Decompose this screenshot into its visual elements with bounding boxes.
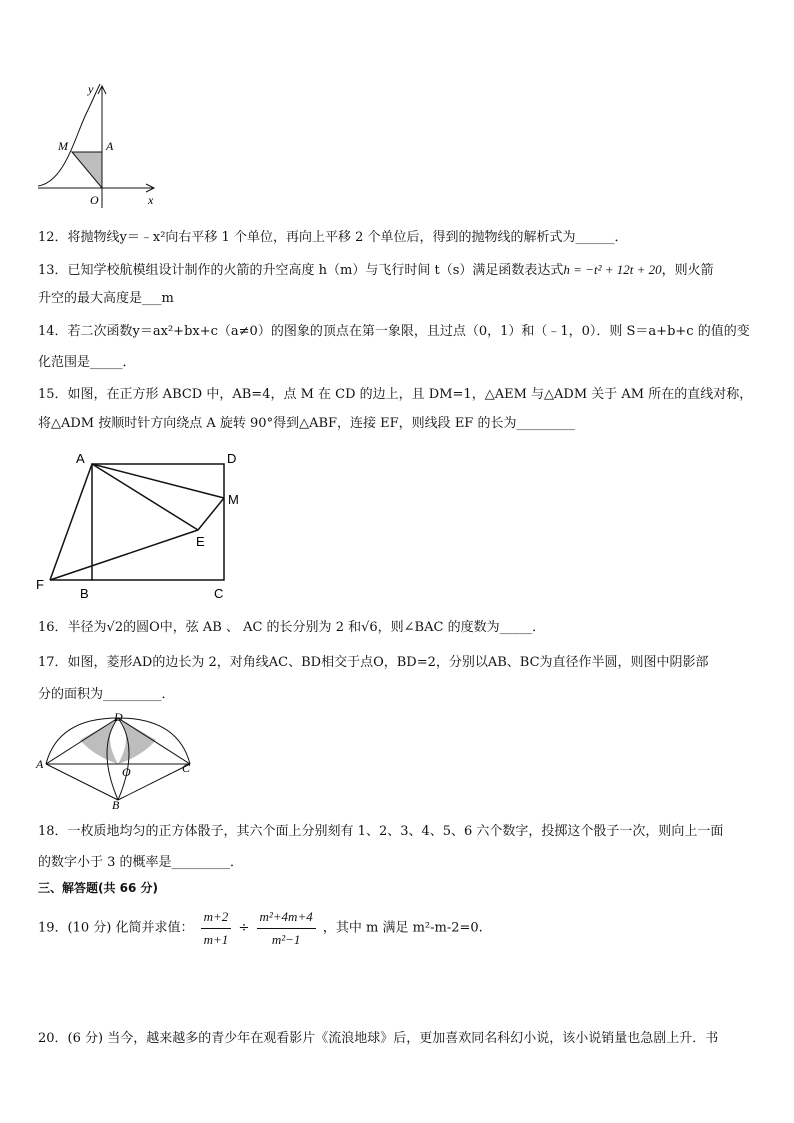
question-15-line2: 将△ADM 按顺时针方向绕点 A 旋转 90°得到△ABF，连接 EF，则线段 EF 的长为_________ (38, 416, 575, 431)
segment-AE (92, 464, 198, 530)
square-abcd-figure (34, 444, 254, 604)
label-B: B (112, 798, 120, 810)
q19-suffix: ，其中 m 满足 m²-m-2=0. (322, 920, 483, 936)
segment-AM (92, 464, 224, 498)
label-F: F (36, 577, 44, 592)
q19-prefix: 19．(10 分) 化简并求值： (38, 920, 194, 936)
segment-EM (198, 498, 224, 530)
question-19 (38, 908, 483, 949)
question-13-line1 (38, 261, 714, 280)
label-O: O (122, 765, 131, 779)
question-20: 20．(6 分) 当今，越来越多的青少年在观看影片《流浪地球》后，更加喜欢同名科幻小说，该小说销量也急剧上升．书 (38, 1031, 719, 1046)
label-B: B (80, 586, 89, 601)
side-BA (46, 764, 118, 800)
question-14-line1: 14．若二次函数y＝ax²+bx+c（a≠0）的图象的顶点在第一象限，且过点（0，1）和（﹣1，0）．则 S＝a+b+c 的值的变 (38, 324, 750, 339)
label-M: M (228, 492, 239, 507)
rhombus-semicircles-figure (34, 708, 204, 810)
section-3-heading: 三、解答题(共 66 分) (38, 881, 159, 895)
question-18-line1: 18．一枚质地均匀的正方体骰子，其六个面上分别刻有 1、2、3、4、5、6 六个数字，投掷这个骰子一次，则向上一面 (38, 824, 724, 839)
question-17-line1: 17．如图，菱形AD的边长为 2，对角线AC、BD相交于点O，BD=2，分别以AB、BC为直径作半圆，则图中阴影部 (38, 655, 709, 670)
q19-fraction-2 (257, 908, 316, 949)
question-14-line2: 化范围是_____． (38, 355, 136, 370)
label-D: D (114, 710, 123, 724)
question-13-line2: 升空的最大高度是___m (38, 291, 174, 306)
question-18-line2: 的数字小于 3 的概率是_________． (38, 855, 244, 870)
label-O: O (90, 193, 99, 207)
label-M: M (58, 139, 68, 153)
label-y: y (88, 82, 94, 96)
question-16: 16．半径为√2的圆O中，弦 AB 、 AC 的长分别为 2 和√6，则∠BAC 的度数为_____． (38, 620, 546, 635)
q19-divide-sign: ÷ (238, 920, 250, 936)
question-15-line1: 15．如图，在正方形 ABCD 中，AB=4，点 M 在 CD 的边上，且 DM=1，△AEM 与△ADM 关于 AM 所在的直线对称， (38, 387, 753, 402)
label-D: D (227, 451, 237, 466)
label-A: A (106, 139, 114, 153)
question-17-line2: 分的面积为_________． (38, 687, 175, 702)
q13-text-post: ，则火箭 (661, 263, 714, 278)
q19-fraction-1 (201, 908, 232, 949)
label-A: A (76, 451, 85, 466)
label-C: C (214, 586, 224, 601)
shaded-region-left (80, 718, 118, 764)
q13-text-pre: 13．已知学校航模组设计制作的火箭的升空高度 h（m）与飞行时间 t（s）满足函数表达式 (38, 263, 564, 278)
shaded-triangle (72, 152, 102, 188)
q19-frac1-numerator: m+2 (201, 908, 232, 929)
label-A: A (36, 757, 44, 771)
segment-FE (50, 530, 198, 580)
q19-frac2-denominator: m²−1 (271, 932, 301, 947)
label-E: E (196, 534, 205, 549)
q13-formula: h = −t² + 12t + 20 (563, 262, 662, 277)
segment-AF (50, 464, 92, 580)
coordinate-graph-figure (34, 80, 164, 210)
shaded-region-right (118, 718, 156, 764)
label-C: C (182, 761, 191, 775)
q19-frac1-denominator: m+1 (203, 932, 229, 947)
label-x: x (148, 193, 154, 207)
q19-frac2-numerator: m²+4m+4 (257, 908, 316, 929)
question-12: 12．将抛物线y＝﹣x²向右平移 1 个单位，再向上平移 2 个单位后，得到的抛物线的解析式为______． (38, 230, 628, 245)
